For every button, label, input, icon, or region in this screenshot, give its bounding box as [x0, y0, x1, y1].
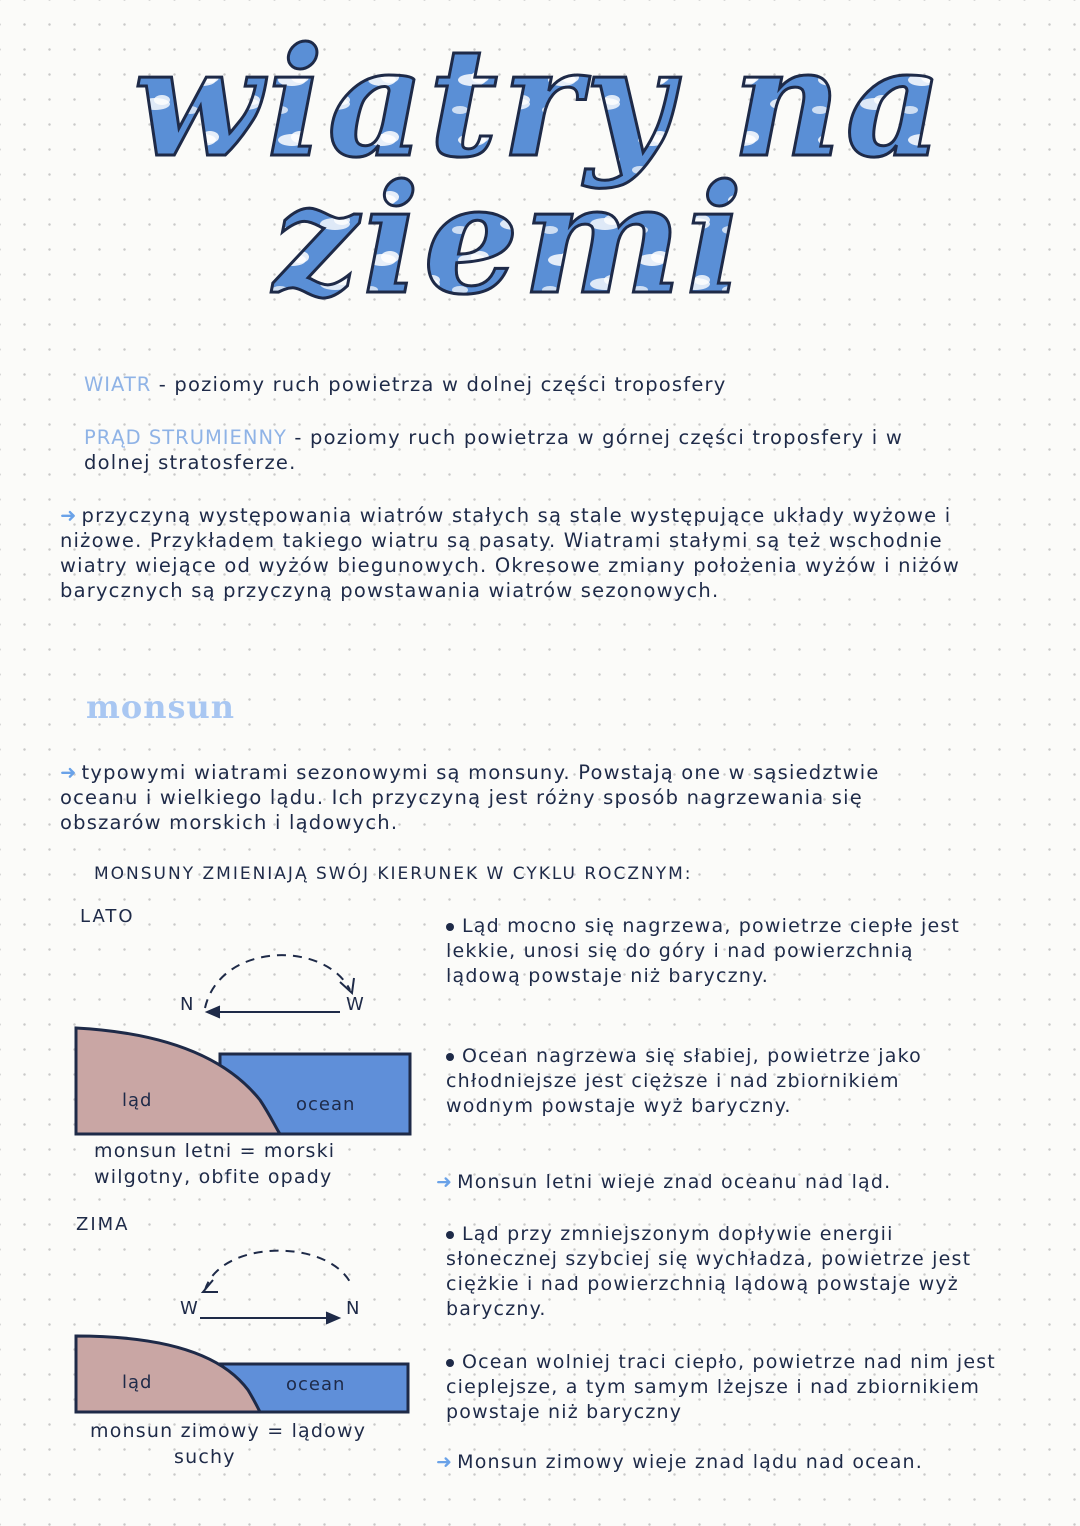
caption-line: monsun letni = morski: [94, 1140, 336, 1162]
wind-arc: [205, 1251, 350, 1290]
caption-line: suchy: [174, 1446, 236, 1468]
label-w: W: [180, 1298, 199, 1319]
summer-result: [436, 1170, 1036, 1195]
arrowhead: [206, 1006, 220, 1018]
note-text: Ląd mocno się nagrzewa, powietrze ciepłe jest lekkie, unosi się do góry i nad powierzchnią lądową powstaje niż baryczny.: [446, 915, 961, 987]
label-w: W: [346, 994, 365, 1015]
section-heading: monsun: [86, 688, 236, 726]
land-shape: [76, 1336, 260, 1412]
summer-note-1: [446, 914, 986, 989]
summer-note-2: [446, 1044, 986, 1119]
title-lettering: [0, 0, 1080, 340]
arrowhead: [340, 978, 354, 993]
arrow-right-icon: ➜: [436, 1171, 454, 1193]
winter-diagram: [70, 1240, 420, 1420]
caption-line: wilgotny, obfite opady: [94, 1166, 333, 1188]
arrow-right-icon: ➜: [60, 504, 78, 527]
result-text: Monsun zimowy wieje znad lądu nad ocean.: [457, 1451, 924, 1473]
definition-term: WIATR: [84, 373, 152, 396]
winter-caption: [90, 1418, 366, 1470]
winter-result: [436, 1450, 996, 1475]
subheading: MONSUNY ZMIENIAJĄ SWÓJ KIERUNEK W CYKLU ROCZNYM:: [94, 864, 693, 884]
definition-jet-stream: [84, 425, 904, 475]
arrowhead: [203, 1280, 218, 1292]
season-label-summer: LATO: [80, 906, 135, 927]
arrow-right-icon: ➜: [60, 761, 78, 784]
wind-arc: [205, 955, 350, 1008]
result-text: Monsun letni wieje znad oceanu nad ląd.: [457, 1171, 892, 1193]
intro-text: przyczyną występowania wiatrów stałych są stale występujące układy wyżowe i niżowe. Przykładem takiego wiatru są pasaty. Wiatrami stałymi są też wschodnie wiatry wiejące od wyżów biegunowych. Okresowe zmiany położenia wyżów i niżów barycznych są przyczyną powstawania wiatrów sezonowych.: [60, 504, 961, 602]
definition-term: PRĄD STRUMIENNY: [84, 426, 287, 449]
arrowhead: [326, 1312, 340, 1324]
season-label-winter: ZIMA: [76, 1214, 130, 1235]
intro-paragraph: [60, 503, 995, 603]
bullet-icon: [446, 1359, 454, 1367]
bullet-icon: [446, 923, 454, 931]
title-line-2: ziemi: [273, 152, 747, 328]
winter-note-2: [446, 1350, 1006, 1425]
label-n: N: [346, 1298, 361, 1319]
definition-text: - poziomy ruch powietrza w dolnej części troposfery: [158, 373, 727, 396]
title-line-1: wiatry na: [133, 15, 947, 191]
caption-line: monsun zimowy = lądowy: [90, 1420, 367, 1442]
note-text: Ocean nagrzewa się słabiej, powietrze jako chłodniejsze jest cięższe i nad zbiornikiem wodnym powstaje wyż baryczny.: [446, 1045, 922, 1117]
label-ocean: ocean: [296, 1094, 356, 1115]
definition-text: - poziomy ruch powietrza w górnej części troposfery i w dolnej stratosferze.: [84, 426, 903, 474]
bullet-icon: [446, 1231, 454, 1239]
definition-wind: [84, 372, 984, 397]
winter-note-1: [446, 1222, 1006, 1322]
label-ocean: ocean: [286, 1374, 346, 1395]
summer-diagram: [70, 930, 420, 1140]
section-text: typowymi wiatrami sezonowymi są monsuny. Powstają one w sąsiedztwie oceanu i wielkiego lądu. Ich przyczyną jest różny sposób nagrzewania się obszarów morskich i lądowych.: [60, 761, 880, 834]
note-text: Ocean wolniej traci ciepło, powietrze nad nim jest cieplejsze, a tym samym lżejsze i nad zbiornikiem powstaje niż baryczny: [446, 1351, 996, 1423]
label-n: N: [180, 994, 195, 1015]
note-text: Ląd przy zmniejszonym dopływie energii słonecznej szybciej się wychładza, powietrze jest ciężkie i nad powierzchnią lądową powstaje wyż baryczny.: [446, 1223, 972, 1320]
label-land: ląd: [122, 1372, 153, 1393]
label-land: ląd: [122, 1090, 153, 1111]
summer-caption: [94, 1138, 335, 1190]
section-paragraph: [60, 760, 960, 835]
arrow-right-icon: ➜: [436, 1451, 454, 1473]
bullet-icon: [446, 1053, 454, 1061]
